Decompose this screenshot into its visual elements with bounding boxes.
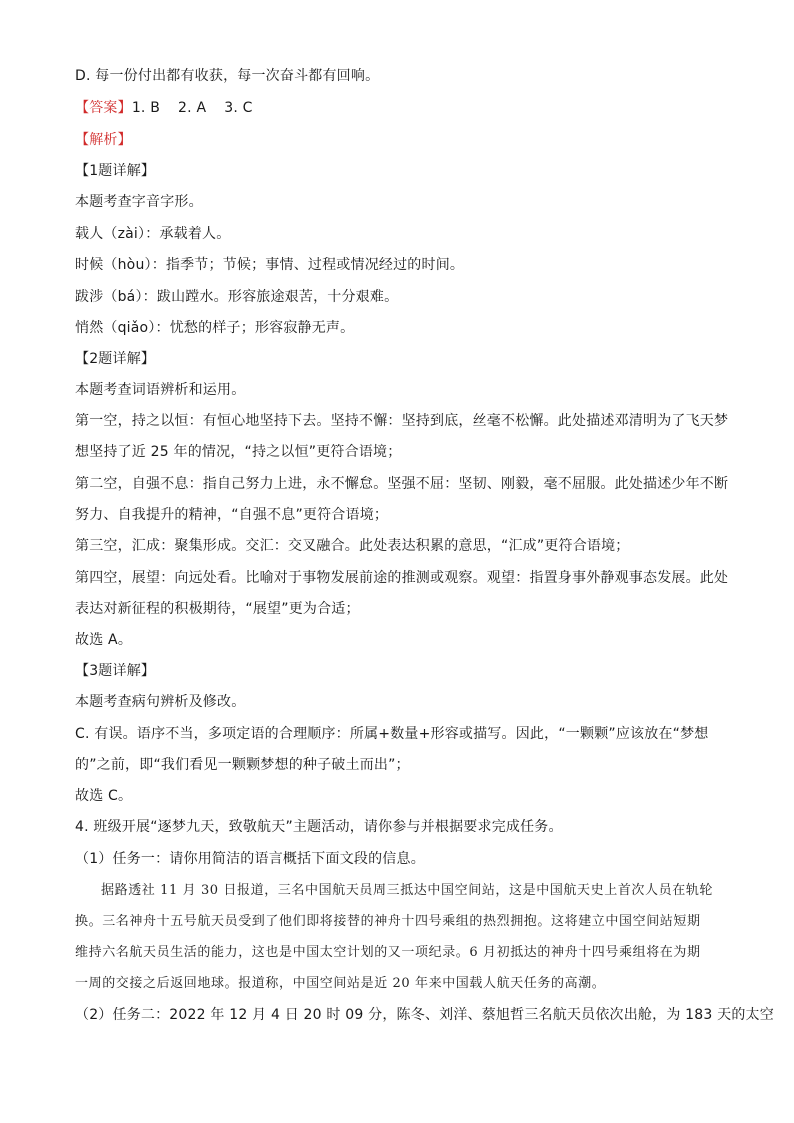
q1-heading: 【1题详解】 [75, 163, 156, 179]
q2-choice: 故选 A。 [75, 632, 133, 648]
q4-task-2: （2）任务二：2022 年 12 月 4 日 20 时 09 分，陈冬、刘洋、蔡旭哲三名航天员依次出舱，为 183 天的太空 [75, 1007, 774, 1023]
q2-paragraph-2-line-1: 第二空，自强不息：指自己努力上进，永不懈怠。坚强不屈：坚韧、刚毅，毫不屈服。此处描述少年不断 [75, 476, 729, 492]
q4-title: 4. 班级开展“逐梦九天，致敬航天”主题活动，请你参与并根据要求完成任务。 [75, 819, 563, 835]
q2-paragraph-4-line-1: 第四空，展望：向远处看。比喻对于事物发展前途的推测或观察。观望：指置身事外静观事态发展。此处 [75, 570, 729, 586]
q2-heading: 【2题详解】 [75, 351, 156, 367]
q1-intro: 本题考查字音字形。 [75, 194, 203, 210]
q3-paragraph-line-1: C. 有误。语序不当，多项定语的合理顺序：所属+数量+形容或描写。因此，“一颗颗”应该放在“梦想 [75, 726, 709, 742]
q3-intro: 本题考查病句辨析及修改。 [75, 694, 246, 710]
q2-paragraph-1-line-2: 想坚持了近 25 年的情况，“持之以恒”更符合语境； [75, 444, 402, 460]
q3-heading: 【3题详解】 [75, 663, 156, 679]
passage-line-4: 一周的交接之后返回地球。报道称，中国空间站是近 20 年来中国载人航天任务的高潮。 [75, 976, 606, 991]
passage-line-2: 换。三名神舟十五号航天员受到了他们即将接替的神舟十四号乘组的热烈拥抱。这将建立中国空间站短期 [75, 914, 701, 929]
q1-item-3: 跋涉（bá）：跋山蹚水。形容旅途艰苦，十分艰难。 [75, 289, 399, 305]
passage-line-1: 据路透社 11 月 30 日报道，三名中国航天员周三抵达中国空间站，这是中国航天史上首次人员在轨轮 [101, 883, 714, 898]
q1-item-1: 载人（zài）：承载着人。 [75, 226, 231, 242]
answer-1: 1. B [131, 100, 161, 116]
option-d-text: D. 每一份付出都有收获，每一次奋斗都有回响。 [75, 68, 380, 84]
analysis-tag: 【解析】 [75, 132, 132, 148]
q4-task-1: （1）任务一：请你用简洁的语言概括下面文段的信息。 [75, 851, 425, 867]
passage-line-3: 维持六名航天员生活的能力，这也是中国太空计划的又一项纪录。6 月初抵达的神舟十四号乘组将在为期 [75, 945, 701, 960]
q3-choice: 故选 C。 [75, 788, 133, 804]
answer-3: 3. C [224, 100, 253, 116]
answer-line [75, 99, 725, 117]
q2-paragraph-3: 第三空，汇成：聚集形成。交汇：交叉融合。此处表达积累的意思，“汇成”更符合语境； [75, 538, 630, 554]
q2-intro: 本题考查词语辨析和运用。 [75, 382, 246, 398]
answer-tag: 【答案】 [75, 100, 132, 116]
q1-item-4: 悄然（qiǎo）：忧愁的样子；形容寂静无声。 [75, 320, 355, 336]
q1-item-2: 时候（hòu）：指季节；节候；事情、过程或情况经过的时间。 [75, 257, 465, 273]
q2-paragraph-1-line-1: 第一空，持之以恒：有恒心地坚持下去。坚持不懈：坚持到底，丝毫不松懈。此处描述邓清明为了飞天梦 [75, 413, 729, 429]
answer-2: 2. A [178, 100, 207, 116]
q2-paragraph-4-line-2: 表达对新征程的积极期待，“展望”更为合适； [75, 601, 360, 617]
q3-paragraph-line-2: 的”之前，即“我们看见一颗颗梦想的种子破土而出”； [75, 757, 410, 773]
q2-paragraph-2-line-2: 努力、自我提升的精神，“自强不息”更符合语境； [75, 507, 389, 523]
